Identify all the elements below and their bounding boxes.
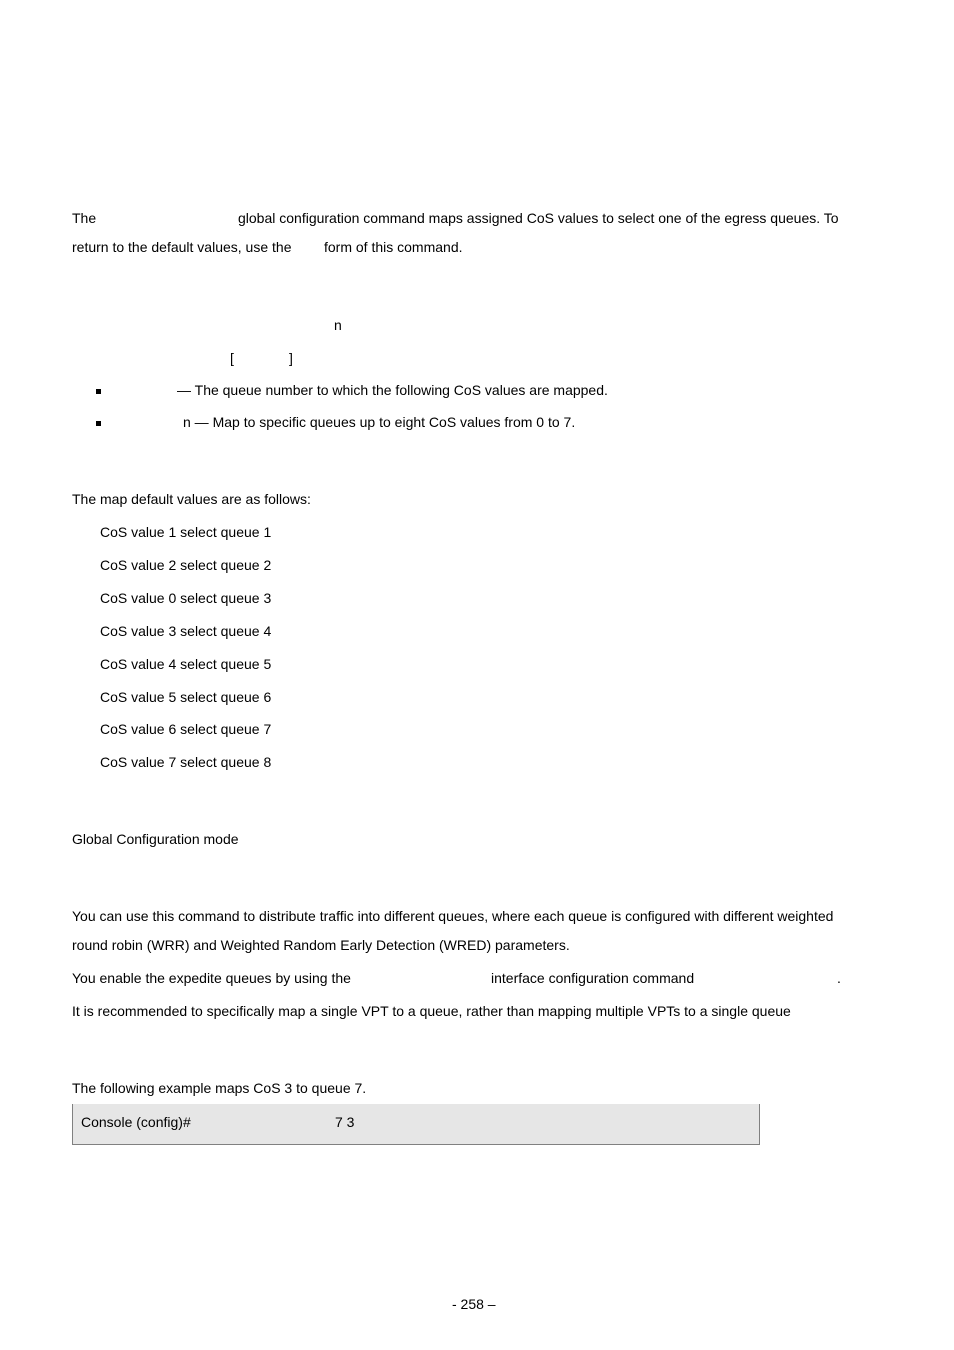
description-text-start: The (72, 210, 97, 226)
default-item: CoS value 5 select queue 6 (100, 689, 272, 705)
parameter-cos-description: n — Map to specific queues up to eight CoS values from 0 to 7. (183, 414, 576, 430)
usage-paragraph-2-start: You enable the expedite queues by using the (72, 970, 351, 986)
command-mode: Global Configuration mode (72, 831, 239, 847)
console-prompt: Console (config)# (81, 1114, 191, 1130)
description-text-line1: global configuration command maps assigned CoS values to select one of the egress queues. To (238, 210, 839, 226)
default-item: CoS value 4 select queue 5 (100, 656, 272, 672)
syntax-close-bracket: ] (289, 350, 293, 366)
example-code-box (72, 1104, 760, 1145)
usage-paragraph-2-end: . (837, 970, 841, 986)
default-item: CoS value 0 select queue 3 (100, 590, 272, 606)
usage-paragraph-1-line1: You can use this command to distribute traffic into different queues, where each queue is configured with different weighted (72, 908, 834, 924)
usage-paragraph-2-middle: interface configuration command (491, 970, 695, 986)
default-item: CoS value 6 select queue 7 (100, 721, 272, 737)
description-text-line2-start: return to the default values, use the (72, 239, 292, 255)
example-intro: The following example maps CoS 3 to queue 7. (72, 1080, 367, 1096)
default-item: CoS value 1 select queue 1 (100, 524, 272, 540)
syntax-open-bracket: [ (230, 350, 234, 366)
bullet-marker (96, 421, 101, 426)
parameter-queue-id-description: — The queue number to which the following CoS values are mapped. (177, 382, 608, 398)
command-arguments: 7 3 (335, 1114, 355, 1130)
bullet-marker (96, 389, 101, 394)
default-item: CoS value 7 select queue 8 (100, 754, 272, 770)
default-item: CoS value 2 select queue 2 (100, 557, 272, 573)
description-text-line2-end: form of this command. (324, 239, 463, 255)
defaults-intro: The map default values are as follows: (72, 491, 311, 507)
page-number: - 258 – (452, 1296, 496, 1312)
usage-paragraph-1-line2: round robin (WRR) and Weighted Random Early Detection (WRED) parameters. (72, 937, 570, 953)
default-item: CoS value 3 select queue 4 (100, 623, 272, 639)
syntax-fragment: n (334, 317, 342, 333)
usage-paragraph-3: It is recommended to specifically map a single VPT to a queue, rather than mapping multiple VPTs to a single queue (72, 1003, 791, 1019)
